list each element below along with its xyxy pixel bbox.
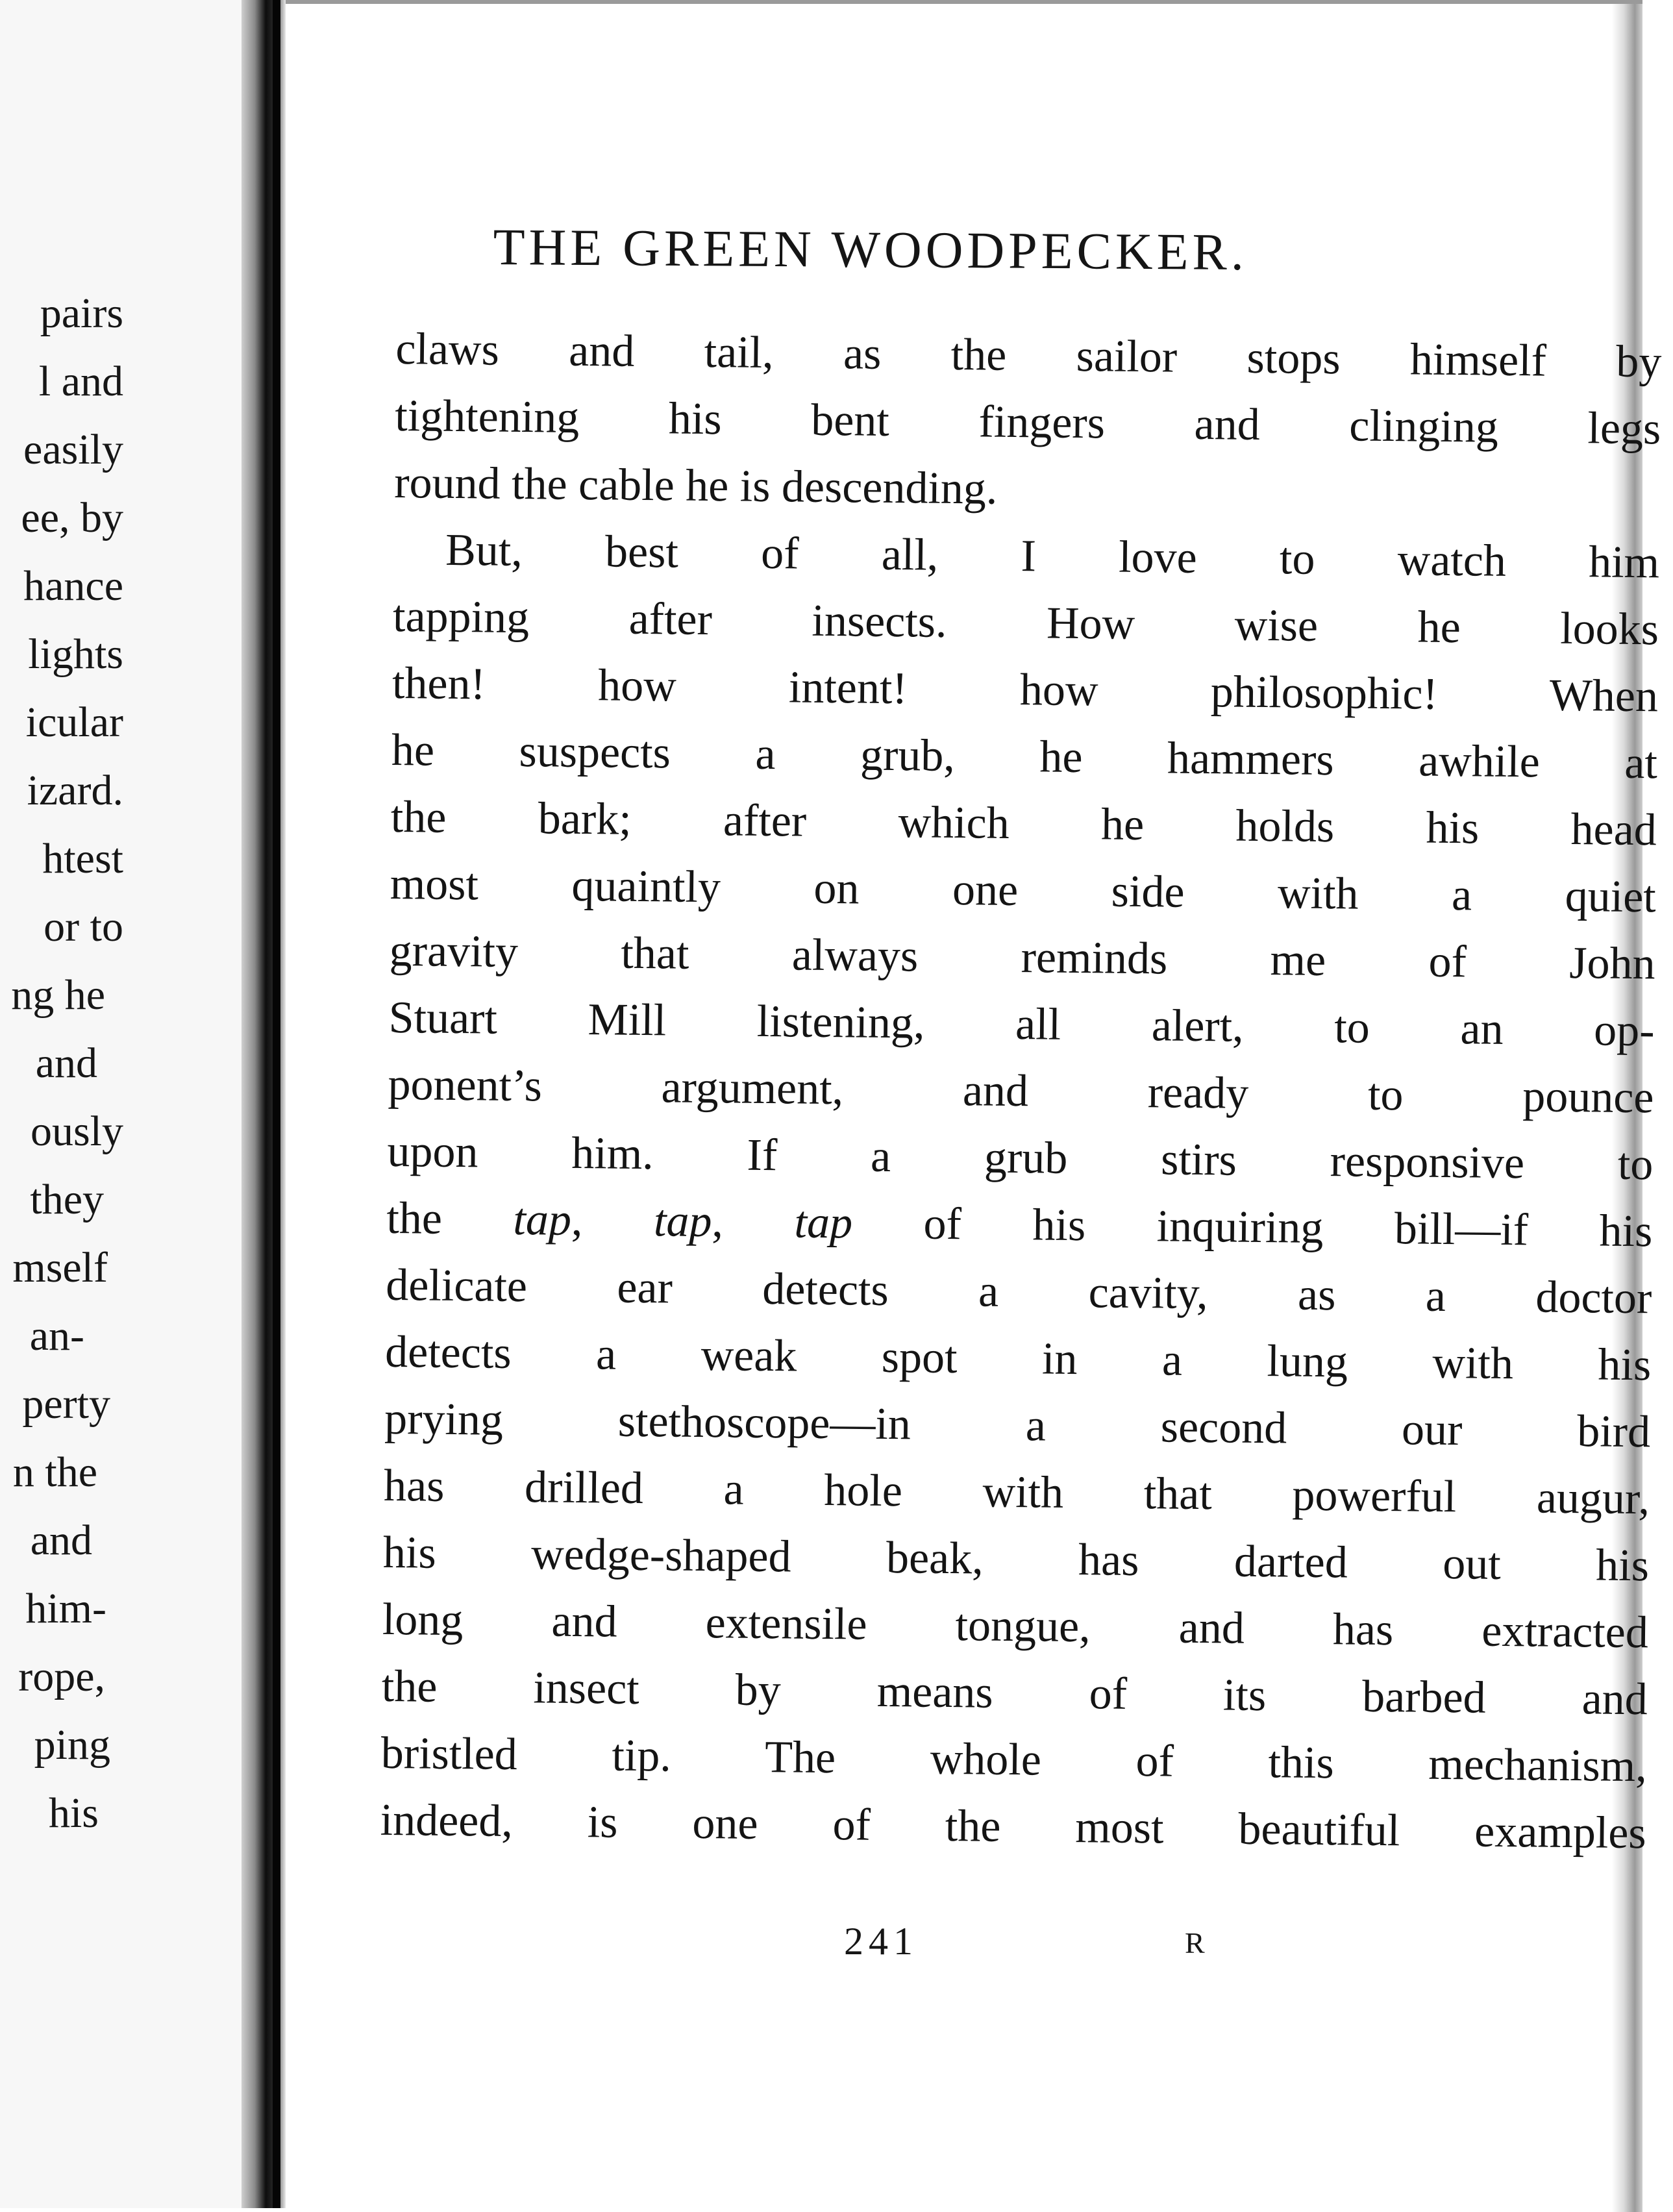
- left-line-fragment: perty: [22, 1380, 110, 1428]
- text-line: tightening his bent fingers and clinging legs: [394, 390, 1661, 454]
- text-line: most quaintly on one side with a quiet: [390, 858, 1657, 923]
- text-line: he suspects a grub, he hammers awhile at: [391, 725, 1658, 789]
- page-number: 241: [844, 1920, 918, 1963]
- left-line-fragment: icular: [25, 699, 123, 746]
- page-footer: [286, 1906, 1642, 1971]
- text-line: the bark; after which he holds his head: [390, 791, 1657, 856]
- left-line-fragment: him-: [25, 1585, 106, 1632]
- text-line: round the cable he is descending.: [393, 457, 998, 514]
- body-text: [380, 316, 1662, 1867]
- italic-word: tap: [513, 1194, 572, 1245]
- left-line-fragment: rope,: [18, 1653, 105, 1700]
- signature-mark: R: [1185, 1926, 1205, 1959]
- italic-word: tap: [794, 1197, 853, 1249]
- text-line: delicate ear detects a cavity, as a doctor: [385, 1260, 1652, 1324]
- left-line-fragment: his: [48, 1789, 99, 1837]
- text-line: bristled tip. The whole of this mechanism,: [380, 1728, 1648, 1792]
- text-line: then! how intent! how philosophic! When: [391, 658, 1659, 722]
- left-facing-page: [0, 0, 263, 2208]
- text-line: has drilled a hole with that powerful augur,: [383, 1460, 1650, 1524]
- text-line: upon him. If a grub stirs responsive to: [387, 1126, 1654, 1190]
- right-page: [286, 0, 1662, 2212]
- text-line: prying stethoscope—in a second our bird: [384, 1393, 1651, 1458]
- text-line-with-italics: [386, 1185, 1653, 1265]
- left-line-fragment: ping: [34, 1721, 110, 1769]
- left-line-fragment: l and: [38, 358, 123, 405]
- text-span: ,: [712, 1197, 795, 1248]
- text-line: claws and tail, as the sailor stops himself by: [395, 323, 1662, 388]
- left-line-fragment: ng he: [11, 971, 105, 1019]
- left-line-fragment: or to: [43, 903, 123, 951]
- italic-word: tap: [653, 1196, 712, 1247]
- text-line: tapping after insects. How wise he looks: [392, 591, 1659, 655]
- text-line: his wedge-shaped beak, has darted out his: [382, 1527, 1650, 1591]
- book-spine-line: [273, 0, 280, 2208]
- text-line: indeed, is one of the most beautiful examples: [380, 1795, 1647, 1859]
- left-line-fragment: mself: [12, 1244, 108, 1291]
- left-page-text: [0, 279, 123, 1847]
- left-line-fragment: ously: [30, 1108, 123, 1155]
- left-line-fragment: n the: [12, 1448, 97, 1496]
- text-line: Stuart Mill listening, all alert, to an op-: [388, 992, 1655, 1056]
- text-span: the: [386, 1193, 514, 1245]
- text-line: detects a weak spot in a lung with his: [384, 1326, 1652, 1391]
- left-line-fragment: htest: [42, 835, 123, 882]
- left-line-fragment: ee, by: [21, 494, 123, 541]
- left-line-fragment: hance: [23, 562, 123, 610]
- left-line-fragment: and: [30, 1517, 92, 1564]
- left-line-fragment: lights: [28, 630, 123, 678]
- text-line: the insect by means of its barbed and: [381, 1661, 1648, 1725]
- left-line-fragment: pairs: [40, 290, 123, 337]
- text-line: long and extensile tongue, and has extracted: [382, 1594, 1649, 1658]
- text-span: of his inquiring bill—if his: [852, 1198, 1653, 1257]
- running-head: THE GREEN WOODPECKER.: [493, 218, 1248, 282]
- text-span: ,: [571, 1195, 654, 1247]
- text-line: ponent’s argument, and ready to pounce: [388, 1059, 1654, 1123]
- left-line-fragment: easily: [23, 426, 123, 473]
- paragraph-start-line: But, best of all, I love to watch him: [445, 525, 1660, 588]
- left-line-fragment: and: [35, 1039, 97, 1087]
- text-line: gravity that always reminds me of John: [389, 925, 1656, 989]
- left-line-fragment: they: [30, 1176, 104, 1223]
- left-line-fragment: izard.: [27, 767, 123, 814]
- left-line-fragment: an-: [29, 1312, 84, 1360]
